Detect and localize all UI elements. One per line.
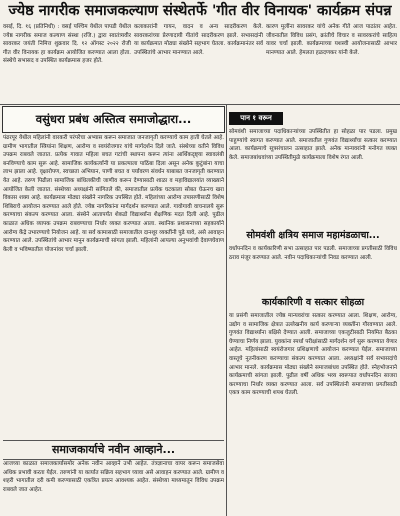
article-text: सोमवंशी समाजाच्या पदाधिकाऱ्यांच्या उपस्थितीत हा सोहळा पार पडला. प्रमुख पाहुण्यांचे स्वागत करण्यात आले. समाजातील गुणवंत विद्यार्थ्यांचा सत्कार करण्यात आला. कार्यक्रमाचे सूत्रसंचालन उत्साहात झाले. अनेक मान्यवरांनी मनोगत व्यक्त केले. समाजबांधवांच्या उपस्थितीमुळे कार्यक्रमाला विशेष रंगत आली. — [229, 129, 397, 161]
article-text: कलाकारांनी गायन, वादन व अन्य सादरीकरण केले. सावरकरांच्या प्रेरणादायी गीतांचे सादरीकरण झाले. सभासदांनी या कार्यक्रमात मोठ्या संख्येने सहभाग घेतला. कार्यक्रमानंतर सर्व उपस्थितांचे आभार मानण्यात आले. — [134, 24, 263, 56]
sub-headline-3: समाजकार्याचे नवीन आव्हाने... — [3, 440, 224, 460]
article-text: वसई, दि. १६ (प्रतिनिधी) : वसई पश्चिम येथील पापडी येथील ज्येष्ठ नागरीक समाज कल्याण संस्था (रजि.) द्वारा स्वातंत्र्यवीर सावरकर जयंती निमित्त शुक्रवार दि. १२ ऑगस्ट २०२२ रोजी गीत वीर विनायक हा कार्यक्रम आयोजित करण्यात आला होता. संस्थेचे सभासद व उपस्थित कार्यक्रमास हजर होते. — [3, 24, 131, 65]
article-column-bottom — [3, 460, 224, 514]
boxed-headline — [2, 106, 225, 133]
article-text: वर्धापनदिन व कार्यकारिणी सभा उत्साहात पार पडली. समाजाच्या प्रगतीसाठी विविध ठराव मंजूर करण्यात आले. नवीन पदाधिकाऱ्यांची निवड करण्यात आली. — [229, 246, 397, 261]
sub-headline-2: कार्यकारिणी व सत्कार सोहळा — [261, 297, 365, 308]
continued-tag: पान १ वरून — [229, 112, 283, 125]
article-column-right-1 — [229, 128, 397, 226]
article-column-top-middle — [134, 23, 263, 103]
boxed-headline-text: वसुंधरा प्रबंध अस्तित्व समाजोद्धारा... — [35, 112, 192, 126]
article-text: पंढरपूर येथील महिलांनी वारकरी परंपरेचा अभ्यास करून समाजात जनजागृती करण्याचे काम हाती घेतले आहे. ग्रामीण भागातील स्त्रियांना शिक्षण, आरोग्य व स्वयंरोजगार यांचे मार्गदर्शन दिले जाते. संस्थेच्या वतीने विविध उपक्रम राबवले जातात. प्रत्येक गावात महिला बचत गटांची स्थापना करून त्यांना आर्थिकदृष्ट्या स्वावलंबी बनविण्याचे काम सुरू आहे. सामाजिक कार्यकर्त्यांनी या प्रकल्पाला पाठिंबा दिला असून अनेक कुटुंबांना याचा लाभ झाला आहे. वृक्षारोपण, स्वच्छता अभियान, पाणी बचत व पर्यावरण संवर्धन याबाबत जनजागृती करण्यात येत आहे. तरुण पिढीला सामाजिक बांधिलकीची जाणीव करून देण्यासाठी शाळा व महाविद्यालयांत व्याख्याने आयोजित केली जातात. संस्थेच्या अध्यक्षांनी सांगितले की, समाजातील प्रत्येक घटकाला सोबत घेऊनच खरा विकास शक्य आहे. कार्यक्रमास मोठ्या संख्येने नागरिक उपस्थित होते. महिलांच्या आरोग्य तपासणीसाठी विशेष शिबिराचे आयोजन करण्यात आले होते. ज्येष्ठ नागरिकांना मार्गदर्शन करण्यात आले. गावोगावी वाचनालये सुरू करण्याचा संकल्प करण्यात आला. संस्थेने आतापर्यंत शेकडो विद्यार्थ्यांना शैक्षणिक मदत दिली आहे. पुढील काळात अधिक व्यापक उपक्रम राबवण्याचा निर्धार व्यक्त करण्यात आला. स्थानिक प्रशासनाच्या सहकार्याने आरोग्य केंद्रे उभारण्याचे नियोजन आहे. या सर्व कामासाठी समाजातील दानशूर व्यक्तींनी पुढे यावे, असे आवाहन करण्यात आले. उपस्थितांचे आभार मानून कार्यक्रमाची सांगता झाली. महिलांनी आपल्या अनुभवांची देवाणघेवाण केली व भविष्यातील योजनांवर चर्चा झाली. — [3, 135, 224, 253]
article-column-top-left — [3, 23, 131, 103]
article-column-top-right — [266, 23, 397, 103]
sub-headline-1: सोमवंशी क्षत्रिय समाज महामंडळाचा... — [246, 230, 380, 241]
column-divider — [226, 105, 227, 516]
article-column-right-2 — [229, 245, 397, 293]
article-text: या प्रसंगी समाजातील ज्येष्ठ मान्यवरांचा सत्कार करण्यात आला. शिक्षण, आरोग्य, उद्योग व सामाजिक क्षेत्रात उल्लेखनीय कार्य करणाऱ्या व्यक्तींना गौरवण्यात आले. गुणवंत विद्यार्थ्यांना बक्षिसे देण्यात आली. समाजाच्या एकजुटीसाठी नियमित बैठका घेण्याचा निर्णय झाला. युवकांना स्पर्धा परीक्षांसाठी मार्गदर्शन वर्ग सुरू करण्यात येणार आहेत. महिलांसाठी स्वयंरोजगार प्रशिक्षणाचे आयोजन करण्यात येईल. समाजाच्या वास्तूचे नूतनीकरण करण्याचा संकल्प करण्यात आला. अध्यक्षांनी सर्व सभासदांचे आभार मानले. कार्यक्रमास मोठ्या संख्येने समाजबांधव उपस्थित होते. स्नेहभोजनाने कार्यक्रमाची सांगता झाली. पुढील वर्षी अधिक भव्य स्वरूपात वर्धापनदिन साजरा करण्याचा निर्धार व्यक्त करण्यात आला. सर्व उपस्थितांनी समाजाच्या प्रगतीसाठी एकत्र काम करण्याची शपथ घेतली. — [229, 313, 397, 397]
article-text: आजच्या काळात समाजकार्यासमोर अनेक नवीन आव्हाने उभी आहेत. तंत्रज्ञानाचा वापर करून समाजसेवा अधिक प्रभावी करता येईल. तरुणांनी या कार्यात सक्रिय सहभाग घ्यावा असे आवाहन करण्यात आले. ग्रामीण व शहरी भागातील दरी कमी करण्यासाठी एकत्रित प्रयत्न आवश्यक आहेत. संस्थेच्या माध्यमातून विविध उपक्रम राबवले जात आहेत. — [3, 461, 224, 493]
article-column-right-3 — [229, 312, 397, 514]
article-column-left — [3, 134, 224, 438]
article-text: कारण मुलींना सावरकर यांचे अनेक गीते आज पाठांतर आहेत. जीवनातील विविध प्रसंग, क्रांतीचे विचार व सावरकरांचे साहित्य यावर चर्चा झाली. कार्यक्रमाच्या यशस्वी आयोजनासाठी आभार मानण्यात आले. हेमलता हळदणकर यांनी केले. — [266, 24, 397, 56]
horizontal-divider — [0, 104, 400, 105]
page-headline: ज्येष्ठ नागरीक समाजकल्याण संस्थेतर्फे 'गीत वीर विनायक' कार्यक्रम संपन्न — [8, 3, 392, 19]
